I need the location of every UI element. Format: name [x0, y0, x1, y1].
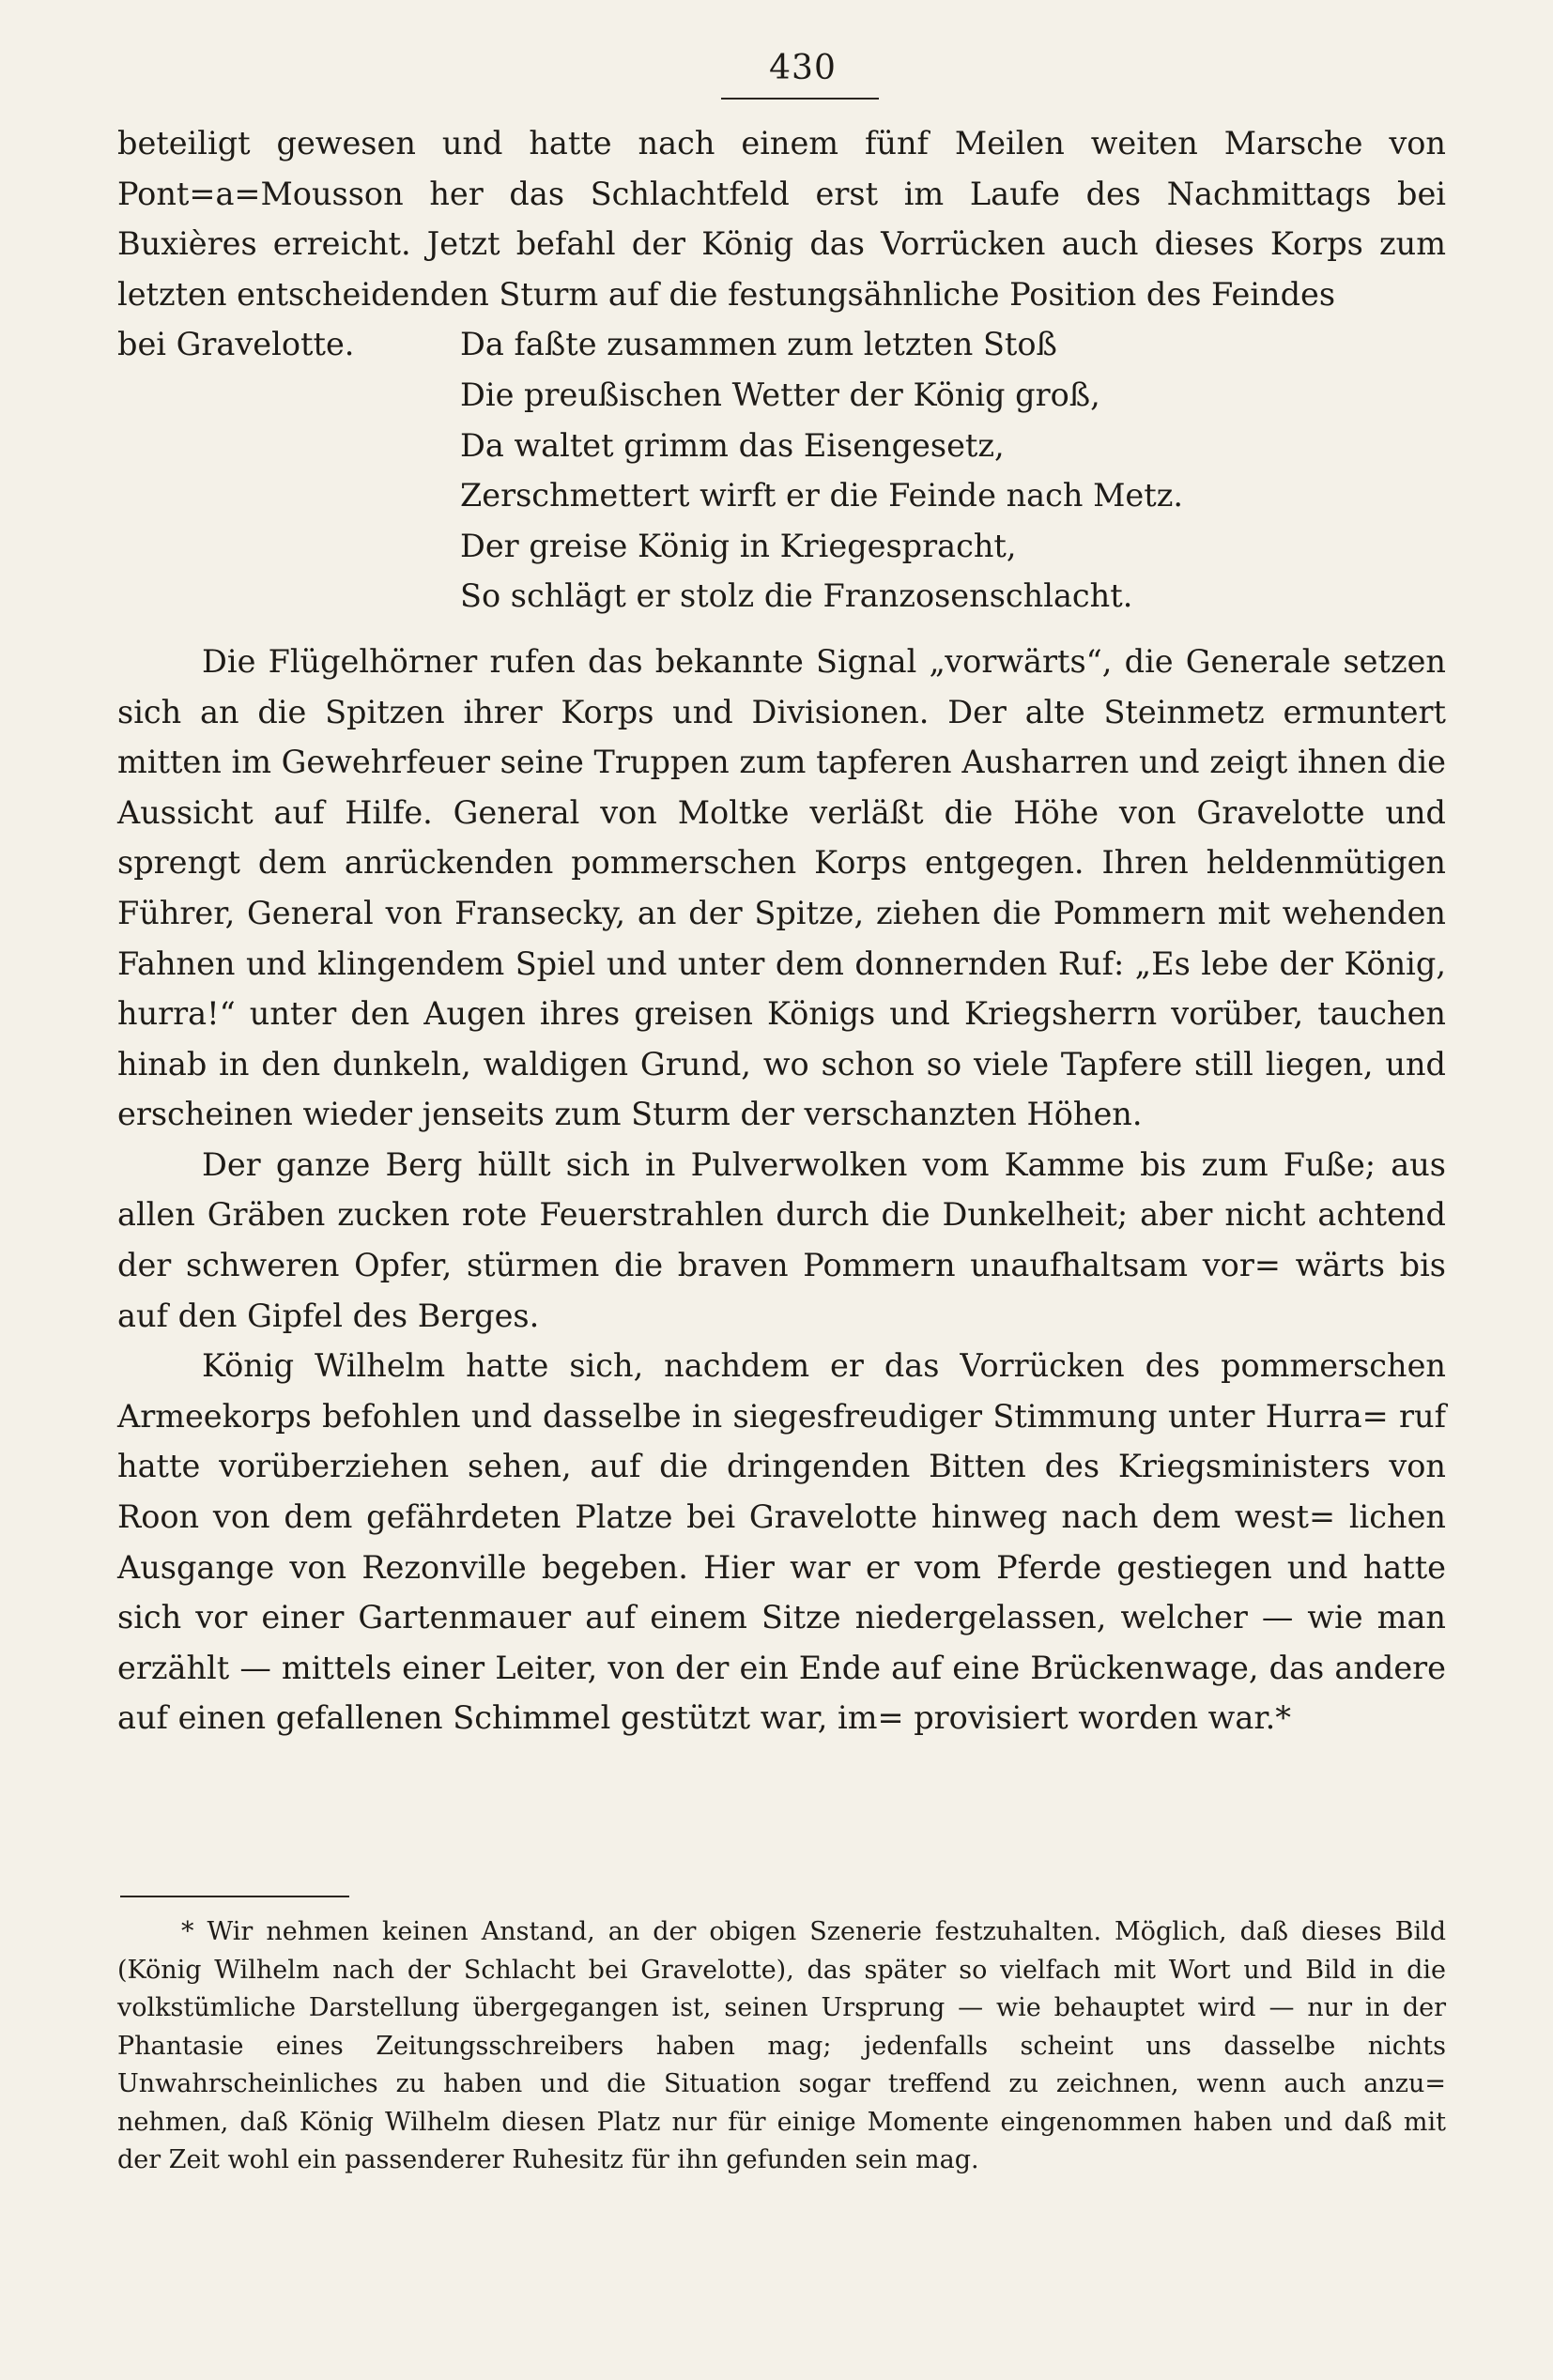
- poem-line: Zerschmettert wirft er die Feinde nach Metz.: [460, 477, 1184, 514]
- poem: [460, 370, 1446, 622]
- poem-line: So schlägt er stolz die Franzosenschlacht.: [460, 577, 1133, 615]
- intro-paragraph: beteiligt gewesen und hatte nach einem fünf Meilen weiten Marsche von Pont=a=Mousson her das Schlachtfeld erst im Laufe des Nachmittags bei Buxières erreicht. Jetzt befahl der König das Vorrücken auch dieses Korps zum letzten entscheidenden Sturm auf die festungsähnliche Position des Feindes: [117, 125, 1446, 313]
- poem-line: Die preußischen Wetter der König groß,: [460, 376, 1100, 413]
- poem-first-row: [117, 319, 1446, 370]
- header-rule: [721, 98, 879, 100]
- footnote-rule: [120, 1896, 349, 1897]
- footnote: [117, 1913, 1446, 2180]
- page-number: 430: [769, 49, 837, 87]
- paragraph: König Wilhelm hatte sich, nachdem er das Vorrücken des pommerschen Armeekorps befohlen und dasselbe in siegesfreudiger Stimmung unter Hurra= ruf hatte vorüberziehen sehen, auf die dringenden Bitten des Kriegsministers von Roon von dem gefährdeten Platze bei Gravelotte hinweg nach dem west= lichen Ausgange von Rezonville begeben. Hier war er vom Pferde gestiegen und hatte sich vor einer Gartenmauer auf einem Sitze niedergelassen, welcher — wie man erzählt — mittels einer Leiter, von der ein Ende auf eine Brückenwage, das andere auf einen gefallenen Schimmel gestützt war, im= provisiert worden war.*: [117, 1347, 1446, 1737]
- poem-line: Da faßte zusammen zum letzten Stoß: [460, 326, 1057, 363]
- main-text: [117, 118, 1446, 1743]
- paragraph: Der ganze Berg hüllt sich in Pulverwolken vom Kamme bis zum Fuße; aus allen Gräben zucken rote Feuerstrahlen durch die Dunkelheit; aber nicht achtend der schweren Opfer, stürmen die braven Pommern unaufhaltsam vor= wärts bis auf den Gipfel des Berges.: [117, 1145, 1446, 1334]
- footnote-text: * Wir nehmen keinen Anstand, an der obigen Szenerie festzuhalten. Möglich, daß dieses Bild (König Wilhelm nach der Schlacht bei Gravelotte), das später so vielfach mit Wort und Bild in die volkstümliche Darstellung übergegangen ist, seinen Ursprung — wie behauptet wird — nur in der Phantasie eines Zeitungsschreibers haben mag; jedenfalls scheint uns dasselbe nichts Unwahrscheinliches zu haben und die Situation sogar treffend zu zeichnen, wenn auch anzu= nehmen, daß König Wilhelm diesen Platz nur für einige Momente eingenommen haben und daß mit der Zeit wohl ein passenderer Ruhesitz für ihn gefunden sein mag.: [117, 1917, 1446, 2174]
- poem-line: Der greise König in Kriegespracht,: [460, 527, 1017, 564]
- intro-end: bei Gravelotte.: [117, 326, 355, 363]
- paragraph: Die Flügelhörner rufen das bekannte Signal „vorwärts“, die Generale setzen sich an die Spitzen ihrer Korps und Divisionen. Der alte Steinmetz ermuntert mitten im Gewehrfeuer seine Truppen zum tapferen Ausharren und zeigt ihnen die Aussicht auf Hilfe. General von Moltke verläßt die Höhe von Gravelotte und sprengt dem anrückenden pommerschen Korps entgegen. Ihren heldenmütigen Führer, General von Fransecky, an der Spitze, ziehen die Pommern mit wehenden Fahnen und klingendem Spiel und unter dem donnernden Ruf: „Es lebe der König, hurra!“ unter den Augen ihres greisen Königs und Kriegsherrn vorüber, tauchen hinab in den dunkeln, waldigen Grund, wo schon so viele Tapfere still liegen, und erscheinen wieder jenseits zum Sturm der verschanzten Höhen.: [117, 642, 1446, 1133]
- poem-line: Da waltet grimm das Eisengesetz,: [460, 426, 1005, 464]
